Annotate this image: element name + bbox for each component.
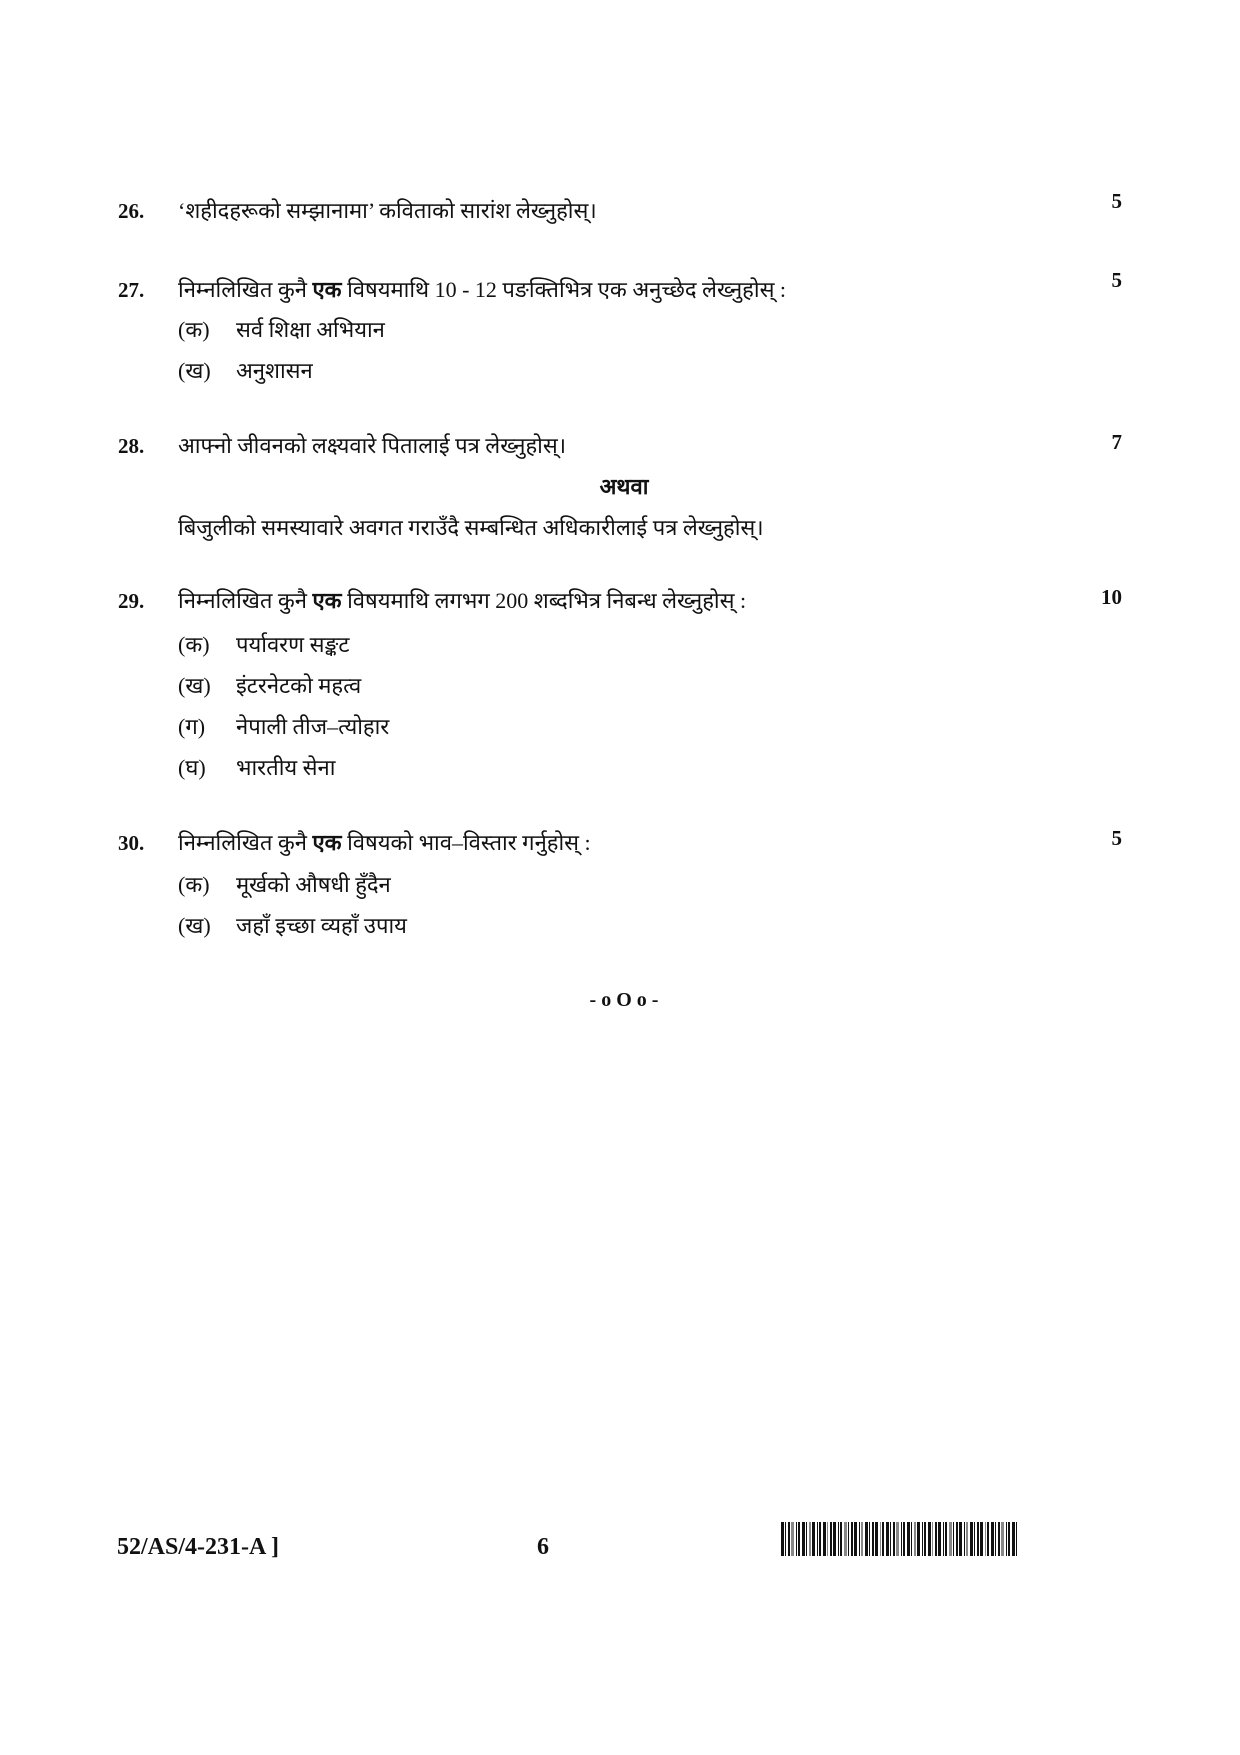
barcode-bar: [922, 1522, 923, 1556]
text-bold: एक: [312, 830, 342, 855]
question-text: आफ्नो जीवनको लक्ष्यवारे पितालाई पत्र लेख्नुहोस्।: [178, 433, 567, 458]
page-number: 6: [537, 1534, 549, 1560]
option-label: (क): [178, 632, 210, 657]
barcode-bar: [809, 1522, 811, 1556]
barcode-bar: [890, 1522, 891, 1556]
barcode-bar: [854, 1522, 857, 1556]
barcode-bar: [791, 1522, 794, 1556]
barcode-bar: [865, 1522, 868, 1556]
option-label: (क): [178, 317, 210, 342]
question-marks: 10: [1101, 585, 1122, 609]
barcode-bar: [907, 1522, 910, 1556]
barcode-icon: [781, 1522, 1021, 1556]
barcode-bar: [901, 1522, 902, 1556]
option-text: नेपाली तीज–त्योहार: [236, 714, 390, 739]
question-number: 28.: [118, 434, 145, 458]
barcode-bar: [959, 1522, 962, 1556]
barcode-bar: [974, 1522, 975, 1556]
barcode-bar: [943, 1522, 944, 1556]
barcode-bar: [830, 1522, 832, 1556]
option-text: भारतीय सेना: [236, 755, 336, 780]
barcode-bar: [806, 1522, 807, 1556]
barcode-bar: [886, 1522, 889, 1556]
option-text: इंटरनेटको महत्व: [236, 673, 362, 698]
option: [178, 356, 313, 386]
barcode-bar: [848, 1522, 849, 1556]
barcode-bar: [896, 1522, 899, 1556]
barcode-bar: [796, 1522, 797, 1556]
barcode-bar: [949, 1522, 952, 1556]
barcode-bar: [880, 1522, 881, 1556]
question-number: 27.: [118, 278, 145, 302]
option: [178, 712, 389, 742]
question-number: 29.: [118, 589, 145, 613]
question-marks: 5: [1111, 826, 1122, 850]
barcode-bar: [932, 1522, 933, 1556]
barcode-bar: [872, 1522, 874, 1556]
text-pre: निम्नलिखित कुनै: [178, 830, 307, 855]
option-text: अनुशासन: [236, 358, 313, 383]
question-text: [178, 275, 786, 305]
barcode-bar: [823, 1522, 826, 1556]
barcode-bar: [914, 1522, 916, 1556]
barcode-bar: [938, 1522, 941, 1556]
question-text: [178, 586, 746, 616]
question-text: [178, 828, 591, 858]
option-text: जहाँ इच्छा व्यहाँ उपाय: [236, 913, 407, 938]
barcode-bar: [998, 1522, 1000, 1556]
barcode-bar: [977, 1522, 979, 1556]
barcode-bar: [1008, 1522, 1010, 1556]
barcode-bar: [859, 1522, 860, 1556]
barcode-bar: [785, 1522, 786, 1556]
barcode-bar: [781, 1522, 784, 1556]
barcode-bar: [980, 1522, 983, 1556]
text-pre: निम्नलिखित कुनै: [178, 277, 307, 302]
barcode-bar: [970, 1522, 973, 1556]
barcode-bar: [893, 1522, 895, 1556]
barcode-bar: [840, 1522, 842, 1556]
text-post: विषयमाथि लगभग 200 शब्दभित्र निबन्ध लेख्नुहोस् :: [347, 588, 747, 613]
option: [178, 753, 335, 783]
question-text: ‘शहीदहरूको सम्झानामा’ कविताको सारांश लेख्नुहोस्।: [178, 198, 597, 223]
barcode-bar: [812, 1522, 815, 1556]
barcode-bar: [1001, 1522, 1004, 1556]
barcode-bar: [945, 1522, 947, 1556]
text-bold: एक: [312, 277, 342, 302]
barcode-bar: [802, 1522, 805, 1556]
option-text: सर्व शिक्षा अभियान: [236, 317, 385, 342]
barcode-bar: [917, 1522, 920, 1556]
question-marks: 5: [1111, 189, 1122, 213]
question-number: 30.: [118, 831, 145, 855]
barcode-bar: [1016, 1522, 1017, 1556]
barcode-bar: [985, 1522, 986, 1556]
question-marks: 5: [1111, 268, 1122, 292]
barcode-bar: [788, 1522, 790, 1556]
text-post: विषयको भाव–विस्तार गर्नुहोस् :: [347, 830, 591, 855]
text-bold: एक: [312, 588, 342, 613]
option-text: पर्यावरण सङ्कट: [236, 632, 350, 657]
barcode-bar: [903, 1522, 905, 1556]
option-label: (ख): [178, 673, 211, 698]
option-label: (ख): [178, 913, 211, 938]
question-number: 26.: [118, 199, 145, 223]
barcode-bar: [819, 1522, 821, 1556]
barcode-bar: [991, 1522, 994, 1556]
barcode-bar: [924, 1522, 926, 1556]
option-label: (ख): [178, 358, 211, 383]
option-label: (घ): [178, 755, 206, 780]
barcode-bar: [964, 1522, 965, 1556]
barcode-bar: [851, 1522, 853, 1556]
barcode-bar: [838, 1522, 839, 1556]
option: [178, 911, 407, 941]
barcode-bar: [928, 1522, 931, 1556]
or-separator: अथवा: [599, 474, 649, 499]
option-label: (ग): [178, 714, 206, 739]
barcode-bar: [966, 1522, 968, 1556]
barcode-bar: [875, 1522, 878, 1556]
barcode-bar: [987, 1522, 989, 1556]
alternative-question-text: बिजुलीको समस्यावारे अवगत गराउँदै सम्बन्धित अधिकारीलाई पत्र लेख्नुहोस्।: [178, 515, 764, 540]
barcode-bar: [882, 1522, 884, 1556]
barcode-bar: [1006, 1522, 1007, 1556]
barcode-bar: [956, 1522, 958, 1556]
end-of-paper-mark: - o O o -: [589, 989, 659, 1011]
text-pre: निम्नलिखित कुनै: [178, 588, 307, 613]
paper-code: 52/AS/4-231-A ]: [117, 1534, 279, 1560]
barcode-bar: [861, 1522, 863, 1556]
option: [178, 630, 349, 660]
barcode-bar: [833, 1522, 836, 1556]
text-post: विषयमाथि 10 - 12 पङक्तिभित्र एक अनुच्छेद लेख्नुहोस् :: [347, 277, 787, 302]
option: [178, 315, 385, 345]
question-marks: 7: [1111, 430, 1122, 454]
barcode-bar: [953, 1522, 954, 1556]
barcode-bar: [995, 1522, 996, 1556]
option: [178, 671, 361, 701]
barcode-bar: [798, 1522, 800, 1556]
barcode-bar: [911, 1522, 912, 1556]
option-text: मूर्खको औषधी हुँदैन: [236, 872, 391, 897]
barcode-bar: [869, 1522, 870, 1556]
barcode-bar: [817, 1522, 818, 1556]
option: [178, 870, 391, 900]
barcode-bar: [844, 1522, 847, 1556]
barcode-bar: [935, 1522, 937, 1556]
barcode-bar: [1012, 1522, 1015, 1556]
barcode-bar: [827, 1522, 828, 1556]
option-label: (क): [178, 872, 210, 897]
